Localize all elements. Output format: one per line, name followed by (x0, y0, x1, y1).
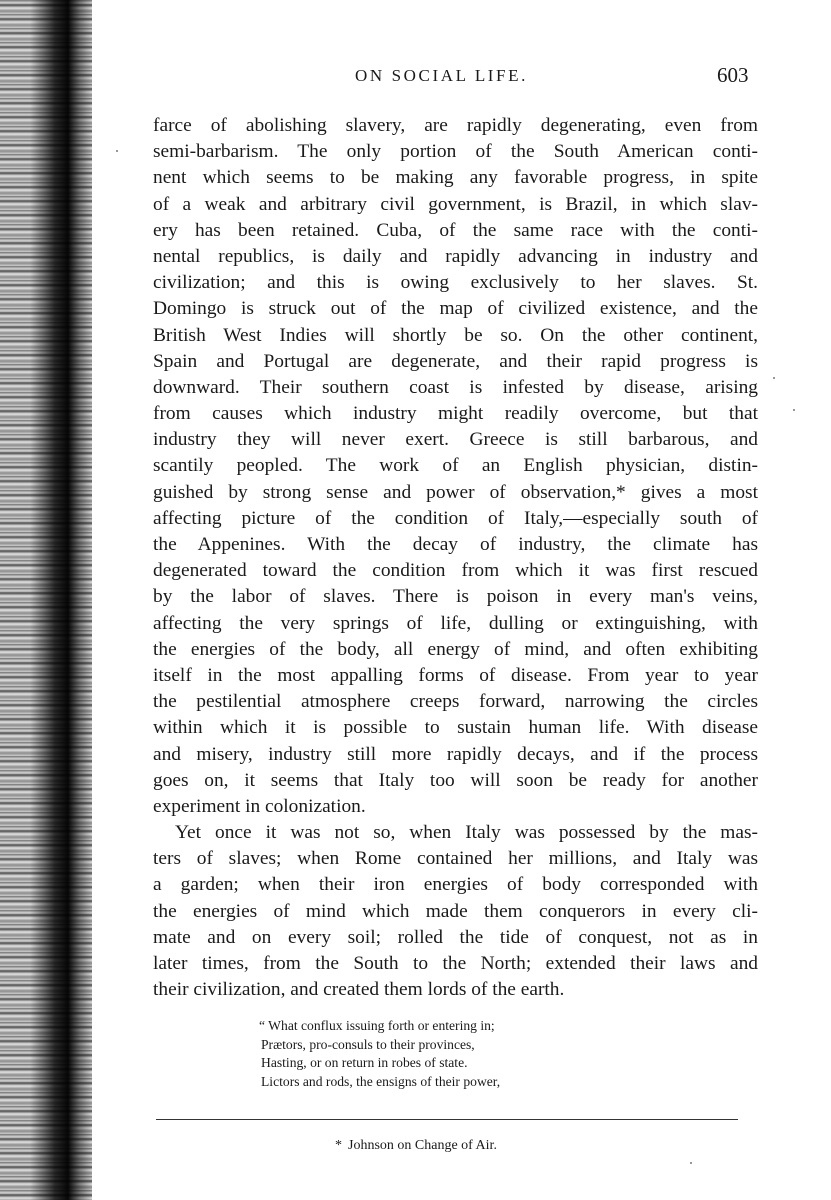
verse-line: Prætors, pro-consuls to their provinces, (261, 1036, 475, 1052)
text-line: the pestilential atmosphere creeps forward, narrowing the circles (153, 691, 758, 713)
footnote-mark: * (335, 1138, 342, 1153)
text-line: the energies of mind which made them conquerors in every cli- (153, 900, 758, 922)
text-line: British West Indies will shortly be so. On the other continent, (153, 324, 758, 346)
text-line: farce of abolishing slavery, are rapidly degenerating, even from (153, 115, 758, 136)
text-line: affecting picture of the condition of Italy,—especially south of (153, 507, 758, 529)
text-line: Spain and Portugal are degenerate, and their rapid progress is (153, 350, 758, 372)
text-line: degenerated toward the condition from which it was first rescued (153, 560, 758, 582)
text-line: and misery, industry still more rapidly decays, and if the process (153, 743, 758, 765)
footnote-text: Johnson on Change of Air. (348, 1138, 497, 1153)
footnote (335, 1138, 497, 1154)
text-line: by the labor of slaves. There is poison in every man's veins, (153, 586, 758, 608)
text-line: scantily peopled. The work of an English physician, distin- (153, 455, 758, 477)
text-line: affecting the very springs of life, dulling or extinguishing, with (153, 612, 758, 634)
body-text (153, 113, 758, 1003)
text-line: the Appenines. With the decay of industry, the climate has (153, 534, 758, 555)
text-line: ters of slaves; when Rome contained her millions, and Italy was (153, 848, 758, 870)
text-line: downward. Their southern coast is infested by disease, arising (153, 376, 758, 398)
text-line: nent which seems to be making any favorable progress, in spite (153, 167, 758, 189)
text-line: goes on, it seems that Italy too will soon be ready for another (153, 769, 758, 791)
text-line: later times, from the South to the North; extended their laws and (153, 953, 758, 974)
text-line: Yet once it was not so, when Italy was possessed by the mas- (175, 822, 758, 844)
page-number: 603 (717, 63, 749, 87)
text-line: within which it is possible to sustain human life. With disease (153, 717, 758, 739)
verse-quotation (259, 1017, 619, 1091)
text-line: industry they will never exert. Greece is still barbarous, and (153, 429, 758, 451)
text-line: mate and on every soil; rolled the tide of conquest, not as in (153, 926, 758, 948)
footnote-divider (156, 1119, 738, 1120)
text-line: their civilization, and created them lords of the earth. (153, 979, 565, 1001)
verse-line: “ What conflux issuing forth or entering in; (259, 1018, 495, 1033)
text-line: a garden; when their iron energies of body corresponded with (153, 874, 758, 896)
text-line: nental republics, is daily and rapidly advancing in industry and (153, 245, 758, 267)
running-head: ON SOCIAL LIFE. (355, 66, 528, 85)
scan-speck (690, 1162, 692, 1164)
text-line: guished by strong sense and power of observation,* gives a most (153, 481, 758, 503)
text-line: the energies of the body, all energy of mind, and often exhibiting (153, 638, 758, 660)
text-line: semi-barbarism. The only portion of the South American conti- (153, 141, 758, 163)
text-line: of a weak and arbitrary civil government, is Brazil, in which slav- (153, 193, 758, 215)
text-line: experiment in colonization. (153, 795, 366, 817)
scan-speck (773, 377, 775, 379)
verse-line: Lictors and rods, the ensigns of their power, (261, 1073, 501, 1089)
scan-speck (116, 150, 118, 152)
text-line: from causes which industry might readily overcome, but that (153, 403, 758, 425)
scan-speck (793, 409, 795, 411)
text-line: itself in the most appalling forms of disease. From year to year (153, 664, 758, 686)
verse-line: Hasting, or on return in robes of state. (261, 1055, 468, 1071)
text-line: Domingo is struck out of the map of civilized existence, and the (153, 298, 758, 320)
scanned-binding-edge (0, 0, 92, 1200)
text-line: ery has been retained. Cuba, of the same race with the conti- (153, 219, 758, 241)
text-line: civilization; and this is owing exclusively to her slaves. St. (153, 272, 758, 294)
